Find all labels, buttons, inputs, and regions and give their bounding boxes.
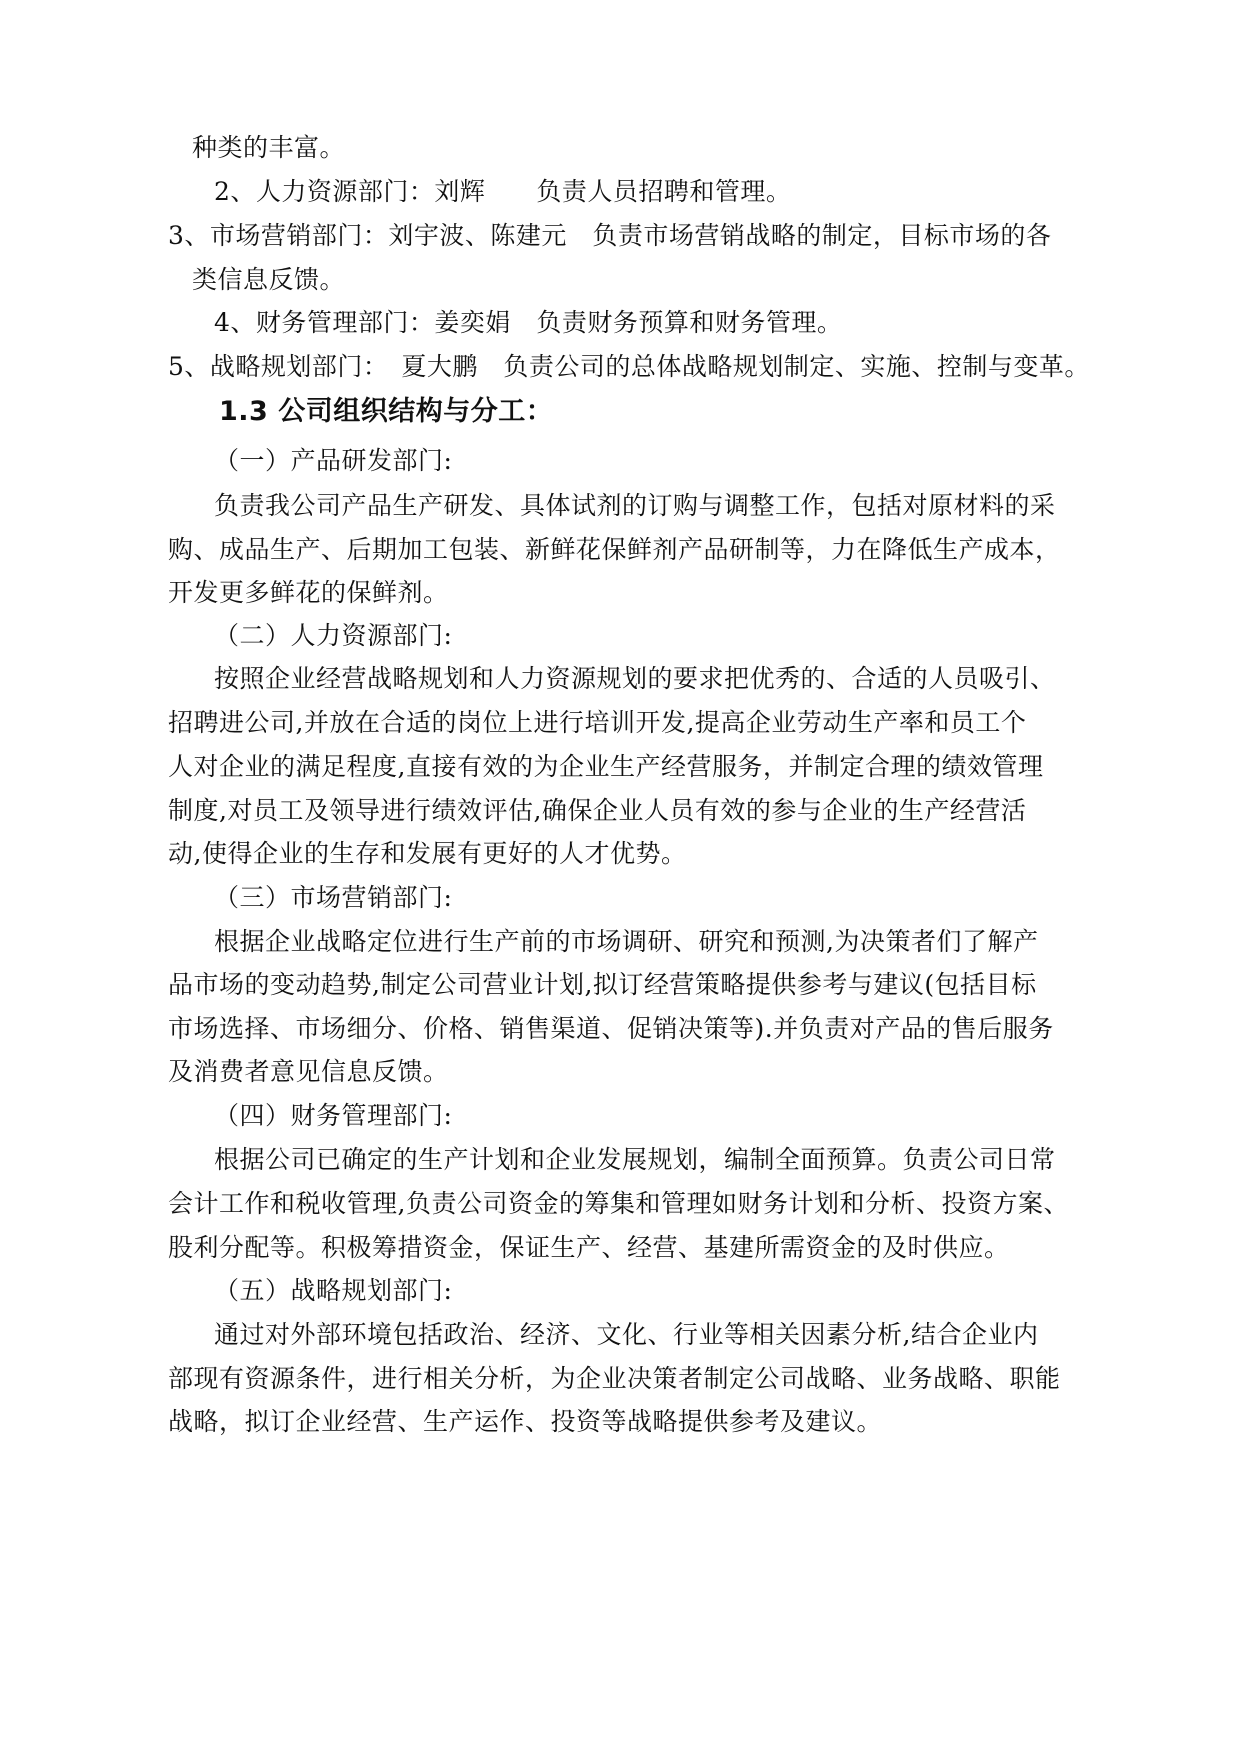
text-line-3: 3、市场营销部门：刘宇波、陈建元 负责市场营销战略的制定，目标市场的各 — [168, 221, 1052, 250]
subheading-1: （一）产品研发部门: — [214, 446, 453, 475]
paragraph-2-line-2: 招聘进公司,并放在合适的岗位上进行培训开发,提高企业劳动生产率和员工个 — [168, 708, 1027, 737]
paragraph-5-line-3: 战略，拟订企业经营、生产运作、投资等战略提供参考及建议。 — [168, 1407, 883, 1436]
paragraph-2-line-3: 人对企业的满足程度,直接有效的为企业生产经营服务，并制定合理的绩效管理 — [168, 752, 1044, 781]
text-line-1: 种类的丰富。 — [192, 133, 346, 162]
paragraph-3-line-4: 及消费者意见信息反馈。 — [168, 1057, 449, 1086]
paragraph-5-line-1: 通过对外部环境包括政治、经济、文化、行业等相关因素分析,结合企业内 — [214, 1320, 1039, 1349]
paragraph-3-line-1: 根据企业战略定位进行生产前的市场调研、研究和预测,为决策者们了解产 — [214, 927, 1039, 956]
paragraph-5-line-2: 部现有资源条件，进行相关分析，为企业决策者制定公司战略、业务战略、职能 — [168, 1364, 1061, 1393]
subheading-3: （三）市场营销部门: — [214, 883, 453, 912]
text-line-4: 类信息反馈。 — [192, 265, 346, 294]
text-line-6: 5、战略规划部门： 夏大鹏 负责公司的总体战略规划制定、实施、控制与变革。 — [168, 352, 1090, 381]
paragraph-4-line-3: 股利分配等。积极筹措资金，保证生产、经营、基建所需资金的及时供应。 — [168, 1233, 1010, 1262]
paragraph-3-line-2: 品市场的变动趋势,制定公司营业计划,拟订经营策略提供参考与建议(包括目标 — [168, 970, 1037, 999]
subheading-5: （五）战略规划部门: — [214, 1276, 453, 1305]
subheading-4: （四）财务管理部门: — [214, 1101, 453, 1130]
paragraph-2-line-5: 动,使得企业的生存和发展有更好的人才优势。 — [168, 839, 687, 868]
paragraph-2-line-1: 按照企业经营战略规划和人力资源规划的要求把优秀的、合适的人员吸引、 — [214, 664, 1056, 693]
paragraph-4-line-1: 根据公司已确定的生产计划和企业发展规划，编制全面预算。负责公司日常 — [214, 1145, 1056, 1174]
paragraph-1-line-1: 负责我公司产品生产研发、具体试剂的订购与调整工作，包括对原材料的采 — [214, 491, 1056, 520]
text-line-2: 2、人力资源部门：刘辉 负责人员招聘和管理。 — [214, 177, 792, 206]
paragraph-1-line-3: 开发更多鲜花的保鲜剂。 — [168, 578, 449, 607]
paragraph-2-line-4: 制度,对员工及领导进行绩效评估,确保企业人员有效的参与企业的生产经营活 — [168, 796, 1027, 825]
text-line-5: 4、财务管理部门：姜奕娟 负责财务预算和财务管理。 — [214, 308, 843, 337]
section-heading: 1.3 公司组织结构与分工： — [219, 396, 554, 427]
subheading-2: （二）人力资源部门: — [214, 621, 453, 650]
paragraph-4-line-2: 会计工作和税收管理,负责公司资金的筹集和管理如财务计划和分析、投资方案、 — [168, 1189, 1069, 1218]
paragraph-3-line-3: 市场选择、市场细分、价格、销售渠道、促销决策等).并负责对产品的售后服务 — [168, 1014, 1054, 1043]
paragraph-1-line-2: 购、成品生产、后期加工包装、新鲜花保鲜剂产品研制等，力在降低生产成本， — [168, 535, 1061, 564]
